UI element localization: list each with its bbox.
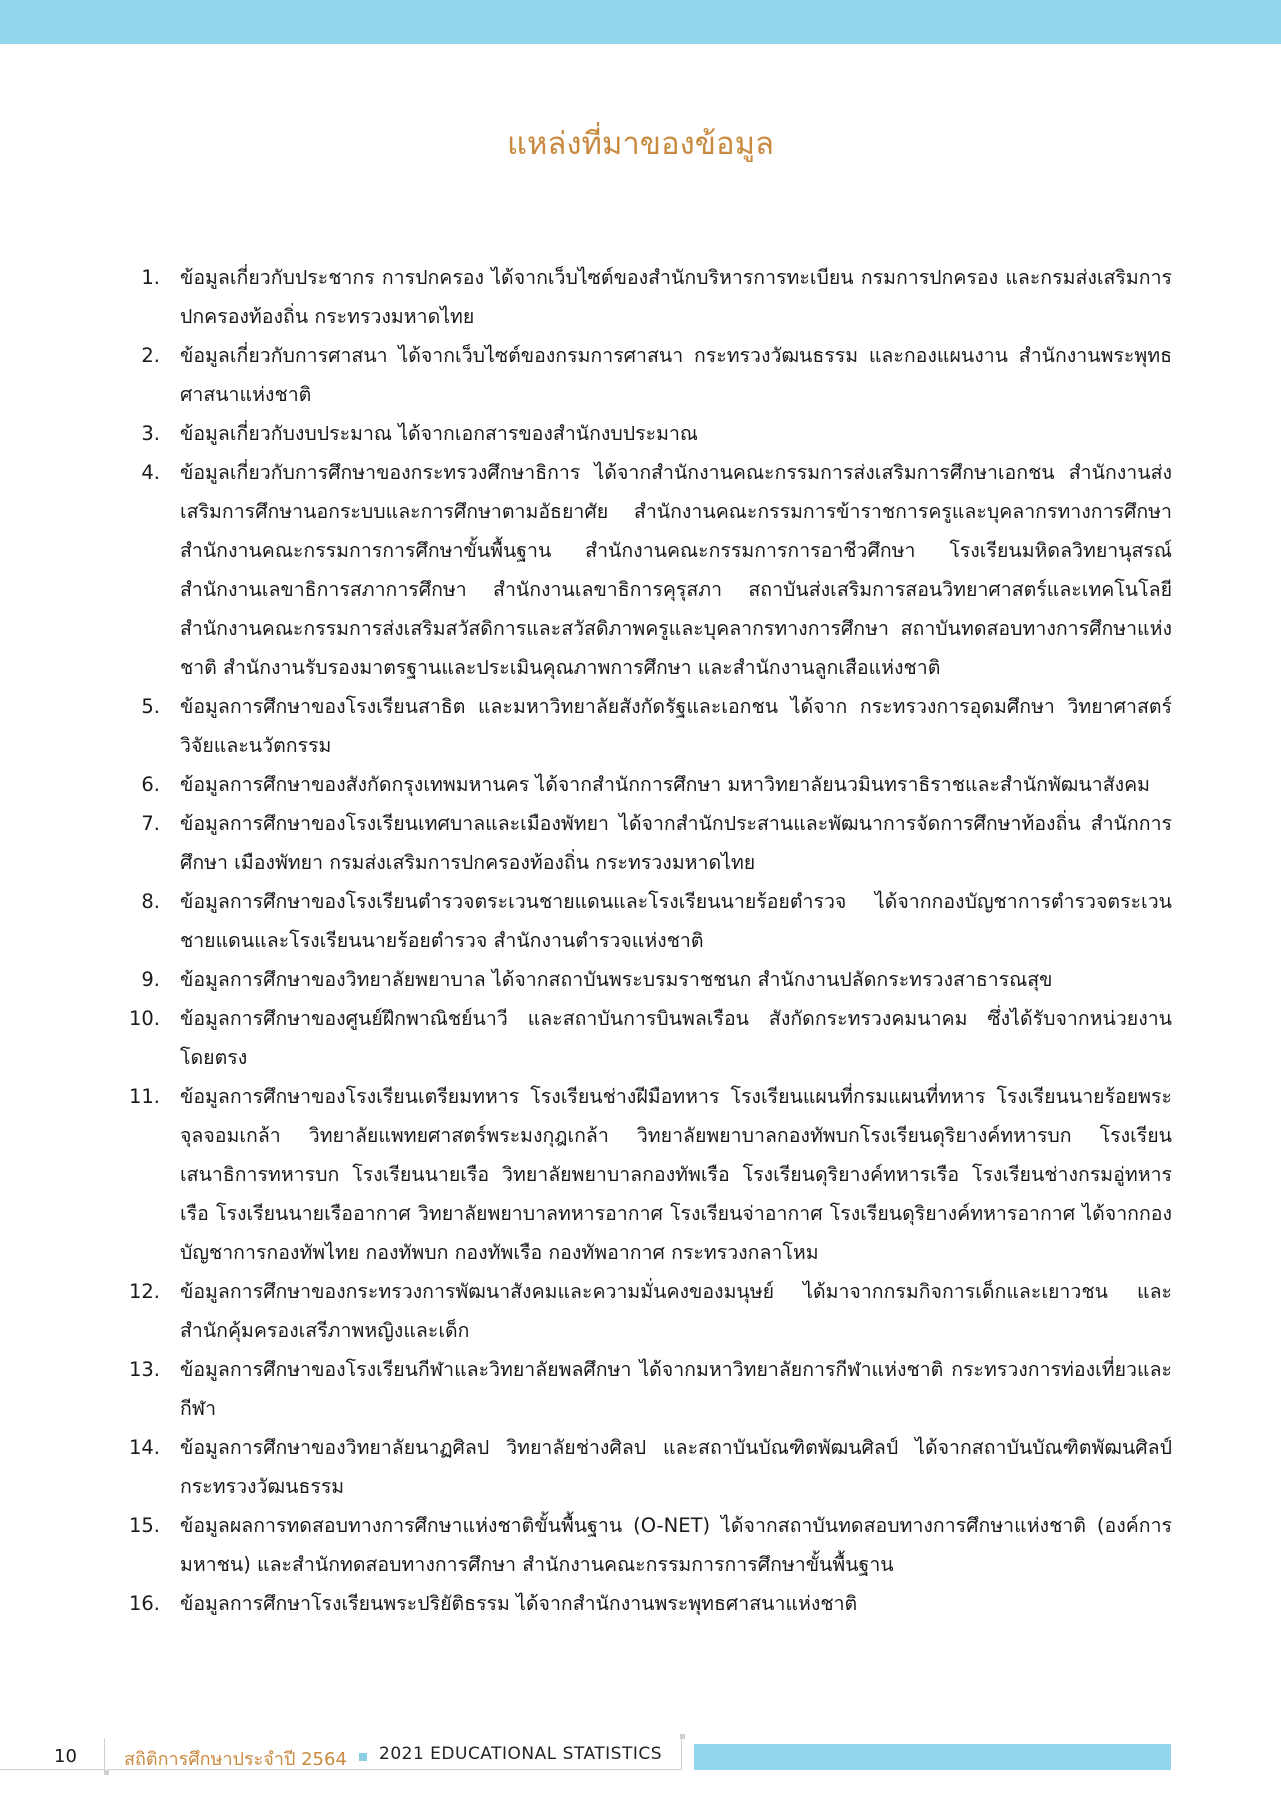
list-item: [120, 960, 1172, 999]
item-number: 14.: [128, 1436, 160, 1459]
item-number: 5.: [141, 695, 160, 718]
list-item: [120, 336, 1172, 414]
item-text: ข้อมูลการศึกษาของกระทรวงการพัฒนาสังคมและความมั่นคงของมนุษย์ ได้มาจากกรมกิจการเด็กและเยาวชน และสำนักคุ้มครองเสรีภาพหญิงและเด็ก: [180, 1280, 1172, 1342]
item-number: 7.: [141, 812, 160, 835]
list-item: [120, 1584, 1172, 1623]
item-number: 15.: [128, 1514, 160, 1537]
page-number-frame: [0, 1738, 105, 1770]
item-number: 12.: [128, 1280, 160, 1303]
item-text: ข้อมูลผลการทดสอบทางการศึกษาแห่งชาติขั้นพื้นฐาน (O-NET) ได้จากสถาบันทดสอบทางการศึกษาแห่งชาติ (องค์การมหาชน) และสำนักทดสอบทางการศึกษา สำนักงานคณะกรรมการการศึกษาขั้นพื้นฐาน: [180, 1514, 1172, 1576]
item-number: 8.: [141, 890, 160, 913]
item-number: 3.: [141, 422, 160, 445]
item-number: 6.: [141, 773, 160, 796]
list-item: [120, 258, 1172, 336]
item-text: ข้อมูลเกี่ยวกับการศาสนา ได้จากเว็บไซต์ของกรมการศาสนา กระทรวงวัฒนธรรม และกองแผนงาน สำนักงานพระพุทธศาสนาแห่งชาติ: [180, 344, 1172, 406]
item-number: 16.: [128, 1592, 160, 1615]
list-item: [120, 453, 1172, 687]
list-item: [120, 687, 1172, 765]
item-text: ข้อมูลการศึกษาโรงเรียนพระปริยัติธรรม ได้จากสำนักงานพระพุทธศาสนาแห่งชาติ: [180, 1592, 858, 1615]
footer-accent-band: [694, 1744, 1171, 1770]
list-item: [120, 1428, 1172, 1506]
item-text: ข้อมูลเกี่ยวกับการศึกษาของกระทรวงศึกษาธิการ ได้จากสำนักงานคณะกรรมการส่งเสริมการศึกษาเอกชน สำนักงานส่งเสริมการศึกษานอกระบบและการศึกษาตามอัธยาศัย สำนักงานคณะกรรมการข้าราชการครูและบุคลากรทางการศึกษา สำนักงานคณะกรรมการการศึกษาขั้นพื้นฐาน สำนักงานคณะกรรมการการอาชีวศึกษา โรงเรียนมหิดลวิทยานุสรณ์ สำนักงานเลขาธิการสภาการศึกษา สำนักงานเลขาธิการคุรุสภา สถาบันส่งเสริมการสอนวิทยาศาสตร์และเทคโนโลยี สำนักงานคณะกรรมการส่งเสริมสวัสดิการและสวัสดิภาพครูและบุคลากรทางการศึกษา สถาบันทดสอบทางการศึกษาแห่งชาติ สำนักงานรับรองมาตรฐานและประเมินคุณภาพการศึกษา และสำนักงานลูกเสือแห่งชาติ: [180, 461, 1172, 679]
item-number: 4.: [141, 461, 160, 484]
source-list: [120, 258, 1172, 1623]
item-text: ข้อมูลการศึกษาของโรงเรียนกีฬาและวิทยาลัยพลศึกษา ได้จากมหาวิทยาลัยการกีฬาแห่งชาติ กระทรวงการท่องเที่ยวและกีฬา: [180, 1358, 1172, 1420]
item-number: 1.: [141, 266, 160, 289]
list-item: [120, 804, 1172, 882]
item-text: ข้อมูลการศึกษาของโรงเรียนเทศบาลและเมืองพัทยา ได้จากสำนักประสานและพัฒนาการจัดการศึกษาท้องถิ่น สำนักการศึกษา เมืองพัทยา กรมส่งเสริมการปกครองท้องถิ่น กระทรวงมหาดไทย: [180, 812, 1172, 874]
top-banner: [0, 0, 1281, 44]
item-text: ข้อมูลการศึกษาของโรงเรียนตำรวจตระเวนชายแดนและโรงเรียนนายร้อยตำรวจ ได้จากกองบัญชาการตำรวจตระเวนชายแดนและโรงเรียนนายร้อยตำรวจ สำนักงานตำรวจแห่งชาติ: [180, 890, 1172, 952]
page-number: 10: [54, 1746, 77, 1767]
list-item: [120, 882, 1172, 960]
footer-title-thai: สถิติการศึกษาประจำปี 2564: [124, 1749, 347, 1770]
item-text: ข้อมูลการศึกษาของโรงเรียนสาธิต และมหาวิทยาลัยสังกัดรัฐและเอกชน ได้จาก กระทรวงการอุดมศึกษา วิทยาศาสตร์ วิจัยและนวัตกรรม: [180, 695, 1172, 757]
list-item: [120, 1272, 1172, 1350]
item-text: ข้อมูลเกี่ยวกับงบประมาณ ได้จากเอกสารของสำนักงบประมาณ: [180, 422, 699, 445]
frame-corner-dot: [680, 1734, 685, 1739]
item-number: 13.: [128, 1358, 160, 1381]
item-text: ข้อมูลการศึกษาของศูนย์ฝึกพาณิชย์นาวี และสถาบันการบินพลเรือน สังกัดกระทรวงคมนาคม ซึ่งได้รับจากหน่วยงานโดยตรง: [180, 1007, 1172, 1069]
list-item: [120, 1350, 1172, 1428]
item-number: 11.: [128, 1085, 160, 1108]
list-item: [120, 1077, 1172, 1272]
item-number: 2.: [141, 344, 160, 367]
item-text: ข้อมูลเกี่ยวกับประชากร การปกครอง ได้จากเว็บไซต์ของสำนักบริหารการทะเบียน กรมการปกครอง และกรมส่งเสริมการปกครองท้องถิ่น กระทรวงมหาดไทย: [180, 266, 1172, 328]
list-item: [120, 999, 1172, 1077]
item-number: 10.: [128, 1007, 160, 1030]
frame-corner-dot: [104, 1770, 109, 1775]
list-item: [120, 765, 1172, 804]
page-title: แหล่งที่มาของข้อมูล: [506, 126, 774, 162]
footer-separator: [359, 1753, 367, 1761]
item-number: 9.: [141, 968, 160, 991]
list-item: [120, 414, 1172, 453]
footer-title-english: 2021 EDUCATIONAL STATISTICS: [379, 1744, 663, 1764]
item-text: ข้อมูลการศึกษาของโรงเรียนเตรียมทหาร โรงเรียนช่างฝีมือทหาร โรงเรียนแผนที่กรมแผนที่ทหาร โรงเรียนนายร้อยพระจุลจอมเกล้า วิทยาลัยแพทยศาสตร์พระมงกุฎเกล้า วิทยาลัยพยาบาลกองทัพบกโรงเรียนดุริยางค์ทหารบก โรงเรียนเสนาธิการทหารบก โรงเรียนนายเรือ วิทยาลัยพยาบาลกองทัพเรือ โรงเรียนดุริยางค์ทหารเรือ โรงเรียนช่างกรมอู่ทหารเรือ โรงเรียนนายเรืออากาศ วิทยาลัยพยาบาลทหารอากาศ โรงเรียนจ่าอากาศ โรงเรียนดุริยางค์ทหารอากาศ ได้จากกองบัญชาการกองทัพไทย กองทัพบก กองทัพเรือ กองทัพอากาศ กระทรวงกลาโหม: [180, 1085, 1172, 1264]
list-item: [120, 1506, 1172, 1584]
item-text: ข้อมูลการศึกษาของวิทยาลัยนาฏศิลป วิทยาลัยช่างศิลป และสถาบันบัณฑิตพัฒนศิลป์ ได้จากสถาบันบัณฑิตพัฒนศิลป์ กระทรวงวัฒนธรรม: [180, 1436, 1172, 1498]
item-text: ข้อมูลการศึกษาของสังกัดกรุงเทพมหานคร ได้จากสำนักการศึกษา มหาวิทยาลัยนวมินทราธิราชและสำนักพัฒนาสังคม: [180, 773, 1151, 796]
page-footer: [0, 1728, 1281, 1800]
item-text: ข้อมูลการศึกษาของวิทยาลัยพยาบาล ได้จากสถาบันพระบรมราชชนก สำนักงานปลัดกระทรวงสาธารณสุข: [180, 968, 1053, 991]
